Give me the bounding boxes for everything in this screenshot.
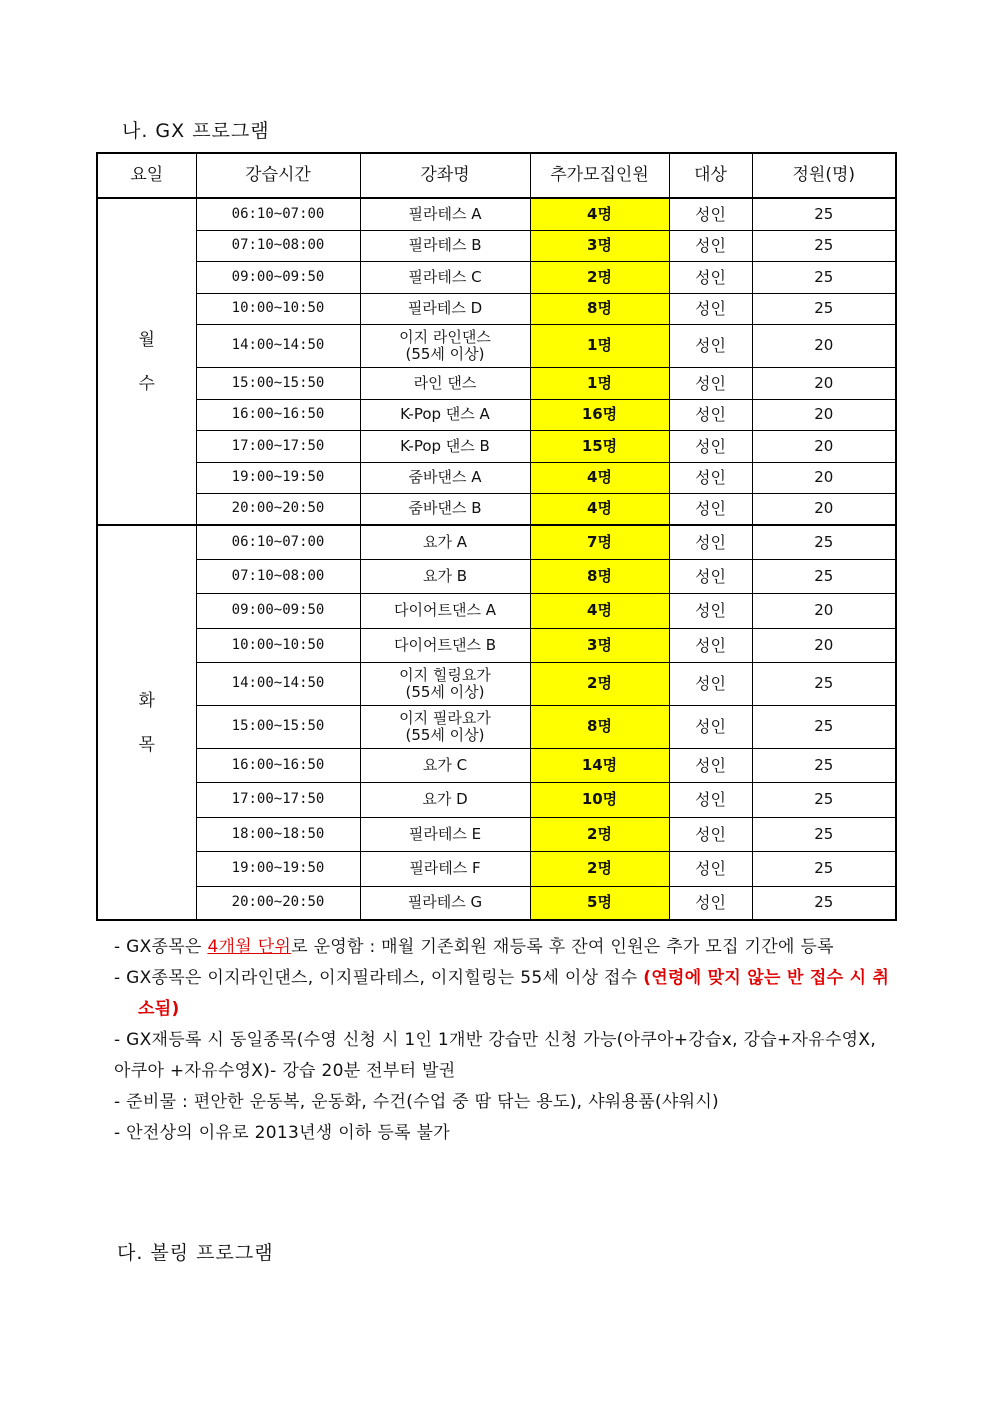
table-row [97,628,896,662]
target-cell: 성인 [669,261,752,293]
capacity-cell: 25 [752,293,896,324]
time-cell: 20:00~20:50 [196,493,360,525]
capacity-cell: 25 [752,230,896,261]
recruit-cell: 4명 [530,593,669,628]
capacity-cell: 20 [752,462,896,493]
time-cell: 09:00~09:50 [196,593,360,628]
recruit-cell: 10명 [530,782,669,817]
note-emphasis: (연령에 맞지 않는 반 접수 시 취소됨) [138,968,890,1019]
target-cell: 성인 [669,399,752,430]
capacity-cell: 20 [752,324,896,367]
class-name-line: 다이어트댄스 B [394,635,496,654]
table-row [97,367,896,399]
capacity-cell: 25 [752,261,896,293]
recruit-cell: 1명 [530,324,669,367]
gx-schedule-table [96,152,897,921]
class-name-line: 라인 댄스 [413,373,477,392]
table-row [97,817,896,851]
table-row [97,324,896,367]
class-name-cell [360,628,530,662]
note-age-limit [100,963,896,1025]
table-row [97,886,896,920]
class-name-line: 다이어트댄스 A [394,601,496,619]
time-cell: 17:00~17:50 [196,430,360,462]
time-cell: 10:00~10:50 [196,293,360,324]
table-row [97,230,896,261]
class-name-line: 요가 D [422,790,468,808]
table-row [97,261,896,293]
target-cell: 성인 [669,886,752,920]
recruit-cell: 7명 [530,525,669,559]
table-row [97,851,896,886]
note-birth-year-limit: - 안전상의 이유로 2013년생 이하 등록 불가 [114,1123,450,1143]
table-row [97,430,896,462]
class-name-cell [360,886,530,920]
capacity-cell: 25 [752,559,896,593]
class-name-cell [360,399,530,430]
class-name-cell [360,593,530,628]
class-name-line: 필라테스 E [408,824,482,843]
class-name-line: K-Pop 댄스 A [400,405,490,423]
table-row [97,593,896,628]
table-header-row [97,153,896,198]
table-row [97,493,896,525]
class-name-line: 필라테스 B [408,236,482,254]
capacity-cell: 20 [752,430,896,462]
notes-block [100,932,896,1149]
time-cell: 14:00~14:50 [196,662,360,705]
target-cell: 성인 [669,230,752,261]
capacity-cell: 20 [752,399,896,430]
capacity-cell: 25 [752,851,896,886]
recruit-cell: 4명 [530,198,669,230]
class-name-line: 필라테스 F [409,859,481,877]
capacity-cell: 20 [752,367,896,399]
table-row [97,705,896,748]
time-cell: 19:00~19:50 [196,851,360,886]
target-cell: 성인 [669,293,752,324]
target-cell: 성인 [669,462,752,493]
recruit-cell: 16명 [530,399,669,430]
time-cell: 18:00~18:50 [196,817,360,851]
target-cell: 성인 [669,324,752,367]
time-cell: 17:00~17:50 [196,782,360,817]
table-row [97,662,896,705]
class-name-cell [360,705,530,748]
recruit-cell: 8명 [530,559,669,593]
class-name-cell [360,462,530,493]
header-target: 대상 [669,153,752,198]
class-name-cell [360,230,530,261]
time-cell: 06:10~07:00 [196,525,360,559]
capacity-cell: 25 [752,198,896,230]
table-row [97,198,896,230]
time-cell: 06:10~07:00 [196,198,360,230]
recruit-cell: 1명 [530,367,669,399]
recruit-cell: 2명 [530,662,669,705]
header-capacity: 정원(명) [752,153,896,198]
class-name-line: 이지 힐링요가 [399,665,491,684]
day-cell [97,525,196,920]
table-row [97,525,896,559]
target-cell: 성인 [669,817,752,851]
recruit-cell: 3명 [530,628,669,662]
time-cell: 07:10~08:00 [196,559,360,593]
table-row [97,462,896,493]
recruit-cell: 2명 [530,851,669,886]
recruit-cell: 4명 [530,493,669,525]
target-cell: 성인 [669,662,752,705]
note-text: - GX종목은 이지라인댄스, 이지필라테스, 이지힐링는 55세 이상 접수 [114,968,644,988]
time-cell: 16:00~16:50 [196,399,360,430]
recruit-cell: 5명 [530,886,669,920]
day-label: 목 [138,734,155,755]
note-emphasis: 4개월 단위 [207,937,292,957]
class-name-line: 필라테스 G [407,893,483,912]
target-cell: 성인 [669,851,752,886]
class-name-cell [360,817,530,851]
note-term-unit [100,932,896,963]
header-additional-recruit: 추가모집인원 [530,153,669,198]
class-name-line: 줌바댄스 A [408,468,482,486]
class-name-cell [360,851,530,886]
note-supplies: - 준비물 : 편안한 운동복, 운동화, 수건(수업 중 땀 닦는 용도), 샤워용품(샤워시) [114,1092,719,1112]
recruit-cell: 15명 [530,430,669,462]
day-label: 수 [138,373,155,394]
target-cell: 성인 [669,628,752,662]
class-name-line: (55세 이상) [405,682,485,701]
capacity-cell: 25 [752,705,896,748]
note-text: - GX종목은 [114,937,208,957]
time-cell: 10:00~10:50 [196,628,360,662]
time-cell: 14:00~14:50 [196,324,360,367]
class-name-line: 이지 필라요가 [399,708,491,727]
recruit-cell: 8명 [530,705,669,748]
header-time: 강습시간 [196,153,360,198]
target-cell: 성인 [669,525,752,559]
class-name-line: 줌바댄스 B [408,499,482,518]
recruit-cell: 2명 [530,817,669,851]
capacity-cell: 25 [752,662,896,705]
class-name-line: 요가 C [422,755,468,774]
class-name-line: (55세 이상) [405,344,485,363]
recruit-cell: 8명 [530,293,669,324]
note-reregistration: - GX재등록 시 동일종목(수영 신청 시 1인 1개반 강습만 신청 가능(아쿠아+강습x, 강습+자유수영X, 아쿠아 +자유수영X)- 강습 20분 전부터 발권 [114,1030,877,1081]
time-cell: 07:10~08:00 [196,230,360,261]
table-row [97,399,896,430]
time-cell: 09:00~09:50 [196,261,360,293]
table-row [97,782,896,817]
target-cell: 성인 [669,559,752,593]
class-name-cell [360,748,530,782]
day-label: 월 [138,329,155,350]
capacity-cell: 25 [752,525,896,559]
target-cell: 성인 [669,198,752,230]
class-name-cell [360,525,530,559]
class-name-cell [360,430,530,462]
time-cell: 20:00~20:50 [196,886,360,920]
class-name-line: 필라테스 C [408,267,482,286]
time-cell: 15:00~15:50 [196,367,360,399]
target-cell: 성인 [669,705,752,748]
class-name-cell [360,293,530,324]
section-title-gx: 나. GX 프로그램 [122,120,270,142]
target-cell: 성인 [669,493,752,525]
recruit-cell: 4명 [530,462,669,493]
class-name-cell [360,198,530,230]
class-name-cell [360,261,530,293]
class-name-line: 이지 라인댄스 [399,327,491,346]
class-name-cell [360,367,530,399]
class-name-line: 요가 A [422,532,467,551]
capacity-cell: 20 [752,628,896,662]
header-class-name: 강좌명 [360,153,530,198]
recruit-cell: 2명 [530,261,669,293]
day-label: 화 [138,690,155,711]
class-name-cell [360,559,530,593]
table-row [97,748,896,782]
target-cell: 성인 [669,367,752,399]
class-name-cell [360,782,530,817]
class-name-cell [360,324,530,367]
target-cell: 성인 [669,593,752,628]
recruit-cell: 14명 [530,748,669,782]
section-title-bowling: 다. 볼링 프로그램 [117,1242,274,1264]
capacity-cell: 25 [752,886,896,920]
class-name-line: 필라테스 D [407,299,483,317]
target-cell: 성인 [669,782,752,817]
time-cell: 15:00~15:50 [196,705,360,748]
target-cell: 성인 [669,430,752,462]
note-text: 로 운영함 : 매월 기존회원 재등록 후 잔여 인원은 추가 모집 기간에 등록 [291,937,834,957]
time-cell: 16:00~16:50 [196,748,360,782]
class-name-line: K-Pop 댄스 B [400,436,490,455]
day-cell [97,198,196,525]
target-cell: 성인 [669,748,752,782]
capacity-cell: 20 [752,593,896,628]
capacity-cell: 20 [752,493,896,525]
class-name-cell [360,493,530,525]
capacity-cell: 25 [752,817,896,851]
class-name-cell [360,662,530,705]
time-cell: 19:00~19:50 [196,462,360,493]
class-name-line: 필라테스 A [408,204,482,223]
capacity-cell: 25 [752,782,896,817]
capacity-cell: 25 [752,748,896,782]
recruit-cell: 3명 [530,230,669,261]
table-row [97,559,896,593]
class-name-line: 요가 B [422,566,468,585]
table-row [97,293,896,324]
class-name-line: (55세 이상) [405,725,485,744]
header-day: 요일 [97,153,196,198]
